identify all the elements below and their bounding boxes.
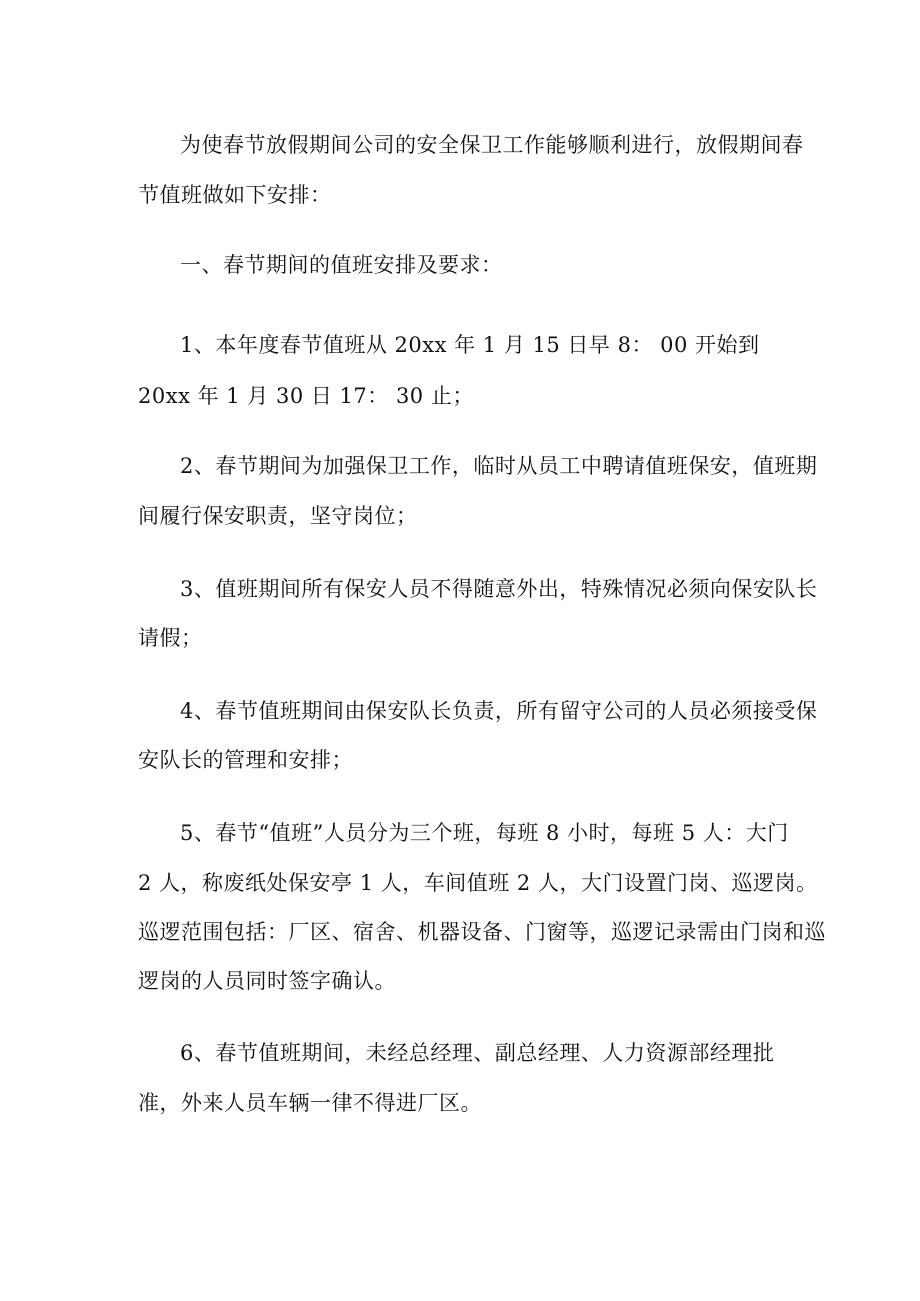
intro-line-1: 为使春节放假期间公司的安全保卫工作能够顺利进行，放假期间春	[180, 133, 804, 157]
item-2-line-1: 2、春节期间为加强保卫工作，临时从员工中聘请值班保安，值班期	[180, 454, 818, 478]
item-6-line-2: 准，外来人员车辆一律不得进厂区。	[138, 1091, 482, 1115]
item-5-line-3: 巡逻范围包括：厂区、宿舍、机器设备、门窗等，巡逻记录需由门岗和巡	[138, 920, 826, 944]
item-3-line-1: 3、值班期间所有保安人员不得随意外出，特殊情况必须向保安队长	[180, 577, 818, 601]
item-6-line-1: 6、春节值班期间，未经总经理、副总经理、人力资源部经理批	[180, 1041, 775, 1065]
item-4-line-2: 安队长的管理和安排；	[138, 748, 353, 772]
item-1-line-2: 20xx 年 1 月 30 日 17： 30 止；	[138, 384, 474, 408]
intro-line-2: 节值班做如下安排：	[138, 183, 332, 207]
item-3-line-2: 请假；	[138, 626, 203, 650]
item-4-line-1: 4、春节值班期间由保安队长负责，所有留守公司的人员必须接受保	[180, 699, 818, 723]
section-heading: 一、春节期间的值班安排及要求：	[180, 253, 503, 277]
item-5-line-2: 2 人，称废纸处保安亭 1 人，车间值班 2 人，大门设置门岗、巡逻岗。	[138, 871, 818, 895]
item-5-line-1: 5、春节“值班”人员分为三个班，每班 8 小时，每班 5 人：大门	[180, 821, 789, 845]
item-2-line-2: 间履行保安职责，坚守岗位；	[138, 504, 418, 528]
item-1-line-1: 1、本年度春节值班从 20xx 年 1 月 15 日早 8： 00 开始到	[180, 333, 760, 357]
item-5-line-4: 逻岗的人员同时签字确认。	[138, 969, 396, 993]
